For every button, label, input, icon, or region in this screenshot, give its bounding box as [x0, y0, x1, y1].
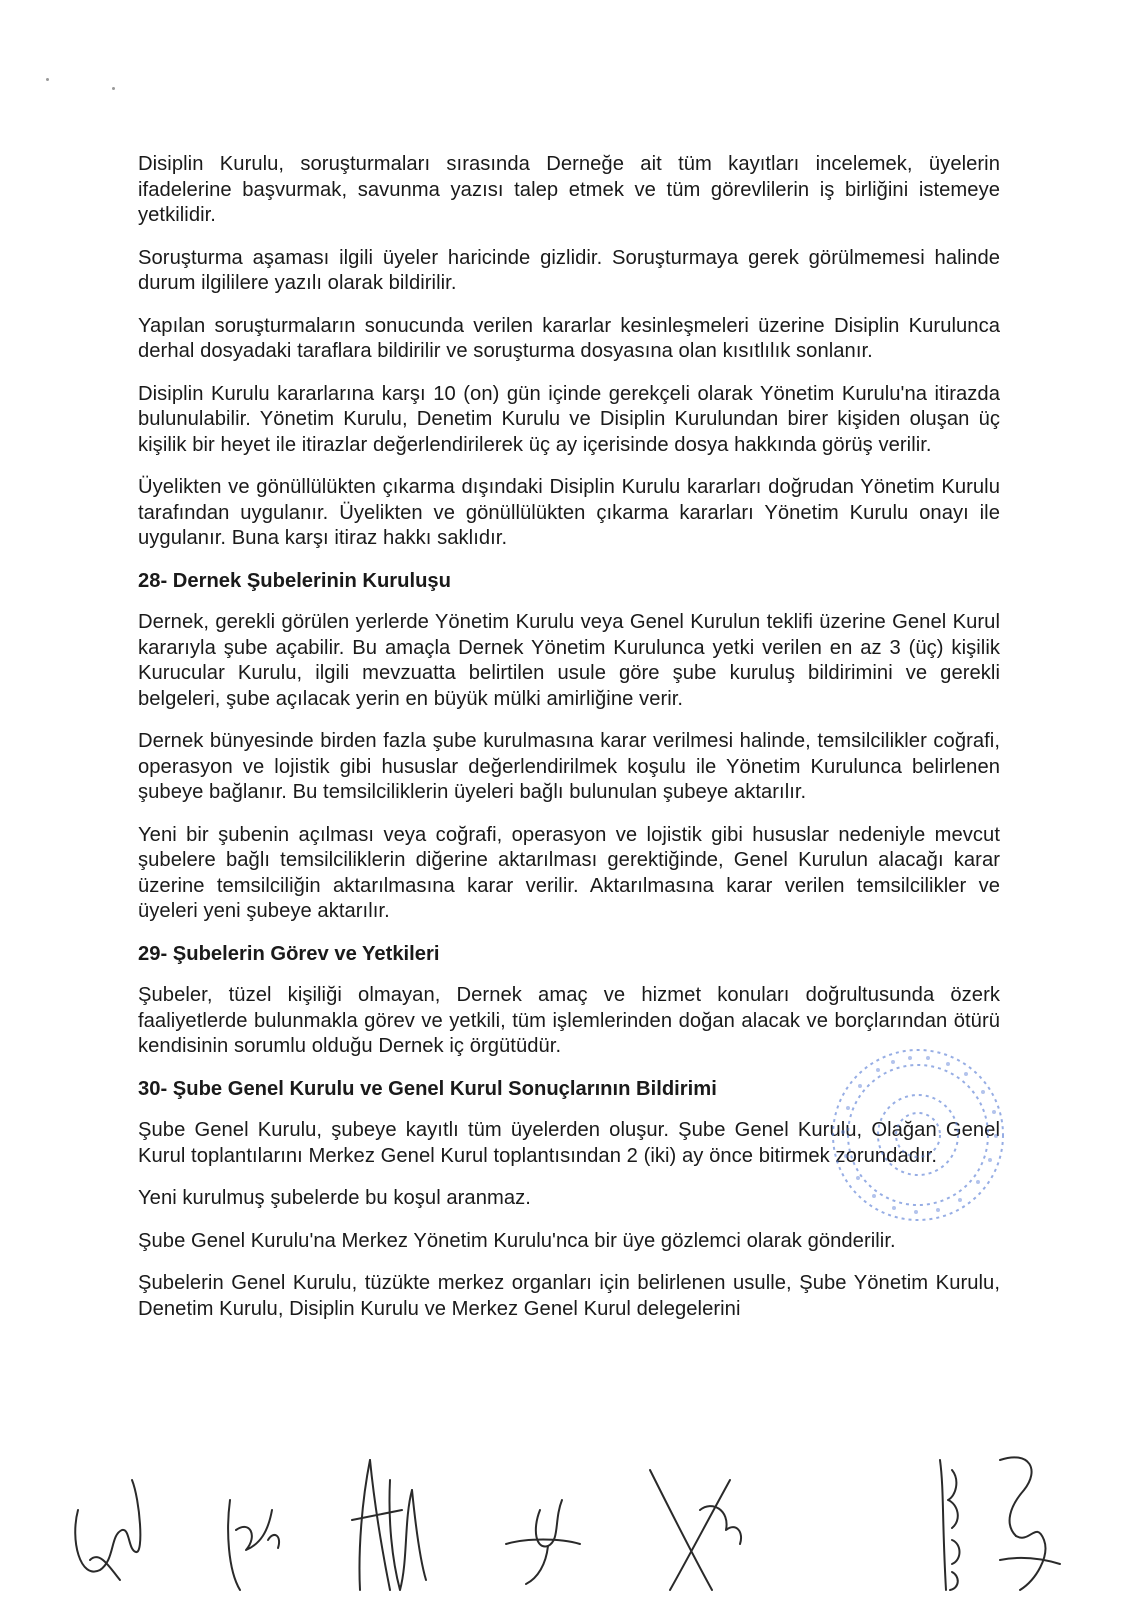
signature [352, 1460, 426, 1590]
paragraph: Soruşturma aşaması ilgili üyeler haricinde gizlidir. Soruşturmaya gerek görülmemesi halinde durum ilgililere yazılı olarak bildirilir. [138, 246, 1000, 294]
paragraph: Şubelerin Genel Kurulu, tüzükte merkez organları için belirlenen usulle, Şube Yönetim Kurulu, Denetim Kurulu, Disiplin Kurulu ve Merkez Genel Kurul delegelerini [138, 1272, 1000, 1320]
paragraph: Dernek, gerekli görülen yerlerde Yönetim Kurulu veya Genel Kurulun teklifi üzerine Genel Kurul kararıyla şube açabilir. Bu amaçla Dernek Yönetim Kurulunca yetki verilen en az 3 (üç) kişilik Kurucular Kurulu, ilgili mevzuatta belirtilen usule göre şube kuruluş bildirimini ve gerekli belgeleri, şube açılacak yerin en büyük mülki amirliğine verir. [138, 611, 1000, 710]
signature [75, 1480, 140, 1580]
paragraph: Şubeler, tüzel kişiliği olmayan, Dernek amaç ve hizmet konuları doğrultusunda özerk faaliyetlerde bulunmakla görev ve yetkili, tüm işlemlerinden doğan alacak ve borçlarından ötürü kendisinin sorumlu olduğu Dernek iç örgütüdür. [138, 984, 1000, 1057]
signature [228, 1500, 279, 1590]
signatures-row [40, 1440, 1100, 1599]
paragraph: Yeni bir şubenin açılması veya coğrafi, operasyon ve lojistik gibi hususlar nedeniyle mevcut şubelere bağlı temsilciliklerin diğerine aktarılması gerektiğinde, Genel Kurulun alacağı karar üzerine temsilciliğin aktarılmasına karar verilir. Aktarılmasına karar verilen temsilcilikler ve üyeleri yeni şubeye aktarılır. [138, 823, 1000, 922]
official-stamp [798, 1040, 1018, 1240]
section-heading-28: 28- Dernek Şubelerinin Kuruluşu [138, 569, 451, 592]
section-heading-30: 30- Şube Genel Kurulu ve Genel Kurul Sonuçlarının Bildirimi [138, 1077, 717, 1100]
signature [506, 1500, 580, 1584]
paragraph: Şube Genel Kurulu, şubeye kayıtlı tüm üyelerden oluşur. Şube Genel Kurulu, Olağan Genel Kurul toplantılarını Merkez Genel Kurul toplantısından 2 (iki) ay önce bitirmek zorundadır. [138, 1119, 1000, 1167]
scan-artifact [112, 87, 115, 90]
section-heading-29: 29- Şubelerin Görev ve Yetkileri [138, 942, 440, 965]
signature [940, 1460, 960, 1590]
paragraph: Şube Genel Kurulu'na Merkez Yönetim Kurulu'nca bir üye gözlemci olarak gönderilir. [138, 1229, 896, 1252]
signature [1000, 1457, 1060, 1590]
paragraph: Yapılan soruşturmaların sonucunda verilen kararlar kesinleşmeleri üzerine Disiplin Kurulunca derhal dosyadaki taraflara bildirilir ve soruşturma dosyasına olan kısıtlılık sonlanır. [138, 314, 1000, 362]
paragraph: Disiplin Kurulu kararlarına karşı 10 (on) gün içinde gerekçeli olarak Yönetim Kurulu'na itirazda bulunulabilir. Yönetim Kurulu, Denetim Kurulu ve Disiplin Kurulundan birer kişiden oluşan üç kişilik bir heyet ile itirazlar değerlendirilerek üç ay içerisinde dosya hakkında görüş verilir. [138, 382, 1000, 456]
paragraph: Yeni kurulmuş şubelerde bu koşul aranmaz. [138, 1187, 531, 1209]
scan-artifact [46, 78, 49, 81]
paragraph: Dernek bünyesinde birden fazla şube kurulmasına karar verilmesi halinde, temsilcilikler coğrafi, operasyon ve lojistik gibi hususlar değerlendirilmek koşulu ile Yönetim Kurulunca belirlenen şubeye bağlanır. Bu temsilciliklerin üyeleri bağlı bulunulan şubeye aktarılır. [138, 730, 1000, 803]
paragraph: Üyelikten ve gönüllülükten çıkarma dışındaki Disiplin Kurulu kararları doğrudan Yönetim Kurulu tarafından uygulanır. Üyelikten ve gönüllülükten çıkarma kararları Yönetim Kurulu onayı ile uygulanır. Buna karşı itiraz hakkı saklıdır. [138, 476, 1000, 549]
paragraph: Disiplin Kurulu, soruşturmaları sırasında Derneğe ait tüm kayıtları incelemek, üyelerin ifadelerine başvurmak, savunma yazısı talep etmek ve tüm görevlilerin iş birliğini istemeye yetkilidir. [138, 153, 1000, 226]
signature [650, 1470, 741, 1590]
